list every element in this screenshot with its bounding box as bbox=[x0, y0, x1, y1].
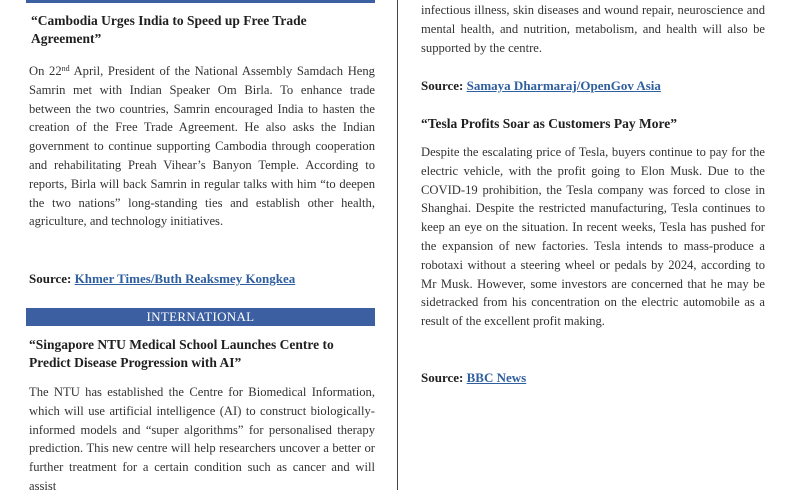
article-date-suffix: nd bbox=[61, 64, 70, 73]
article-body-cambodia-india bbox=[29, 62, 375, 231]
article-title-ntu-ai: “Singapore NTU Medical School Launches Centre to Predict Disease Progression with AI” bbox=[29, 337, 334, 370]
source-link-khmer-times[interactable]: Khmer Times/Buth Reaksmey Kongkea bbox=[74, 271, 296, 286]
source-label: Source: bbox=[29, 271, 72, 286]
source-link-bbc[interactable]: BBC News bbox=[466, 370, 527, 385]
source-line-opengov bbox=[421, 77, 661, 95]
source-label: Source: bbox=[421, 78, 464, 93]
article-body-ntu-ai: The NTU has established the Centre for Biomedical Information, which will use artificial intelligence (AI) to construct biologically-informed models and “super algorithms” for personalised therapy prediction. This new centre will help researchers uncover a better or further treatment for a certain condition such as cancer and will assist bbox=[29, 385, 375, 493]
source-line-bbc bbox=[421, 369, 526, 387]
article-continuation-ntu: infectious illness, skin diseases and wound repair, neuroscience and mental health, and nutrition, metabolism, and health will also be supported by the centre. bbox=[421, 3, 765, 55]
source-line-khmer-times bbox=[29, 270, 295, 288]
article-body-text: April, President of the National Assembly Samdach Heng Samrin met with Indian Speaker Om Birla. To enhance trade between the two countries, Samrin encouraged India to hasten the creation of the Free Trade Agreement. He also asks the Indian government to continue supporting Cambodia through cooperation and rehabilitating Preah Vihear’s Banyon Temple. According to reports, Birla will back Samrin in regular talks with him “to deepen the two nations” long-standing ties and establish other health, agriculture, and technology initiatives. bbox=[29, 64, 375, 229]
article-date-prefix: On 22 bbox=[29, 64, 62, 78]
column-divider bbox=[397, 0, 398, 490]
source-link-opengov[interactable]: Samaya Dharmaraj/OpenGov Asia bbox=[466, 78, 661, 93]
top-accent-bar bbox=[26, 0, 375, 3]
source-label: Source: bbox=[421, 370, 464, 385]
article-title-tesla: “Tesla Profits Soar as Customers Pay More” bbox=[421, 116, 677, 131]
section-header-international: INTERNATIONAL bbox=[26, 308, 375, 326]
article-body-tesla: Despite the escalating price of Tesla, buyers continue to pay for the electric vehicle, with the profit going to Elon Musk. Due to the COVID-19 prohibition, the Tesla company was forced to close in Shanghai. Despite the restricted manufacturing, Tesla continues to keep an eye on the situation. In recent weeks, Tesla has pushed for the expansion of new factories. Tesla intends to mass-produce a robotaxi without a steering wheel or pedals by 2024, according to Mr Musk. However, some investors are concerned that he may be sidetracked from his concentration on the electric automobile as a result of the excellent profit making. bbox=[421, 145, 765, 329]
article-title-cambodia-india: “Cambodia Urges India to Speed up Free Trade Agreement” bbox=[31, 13, 307, 46]
